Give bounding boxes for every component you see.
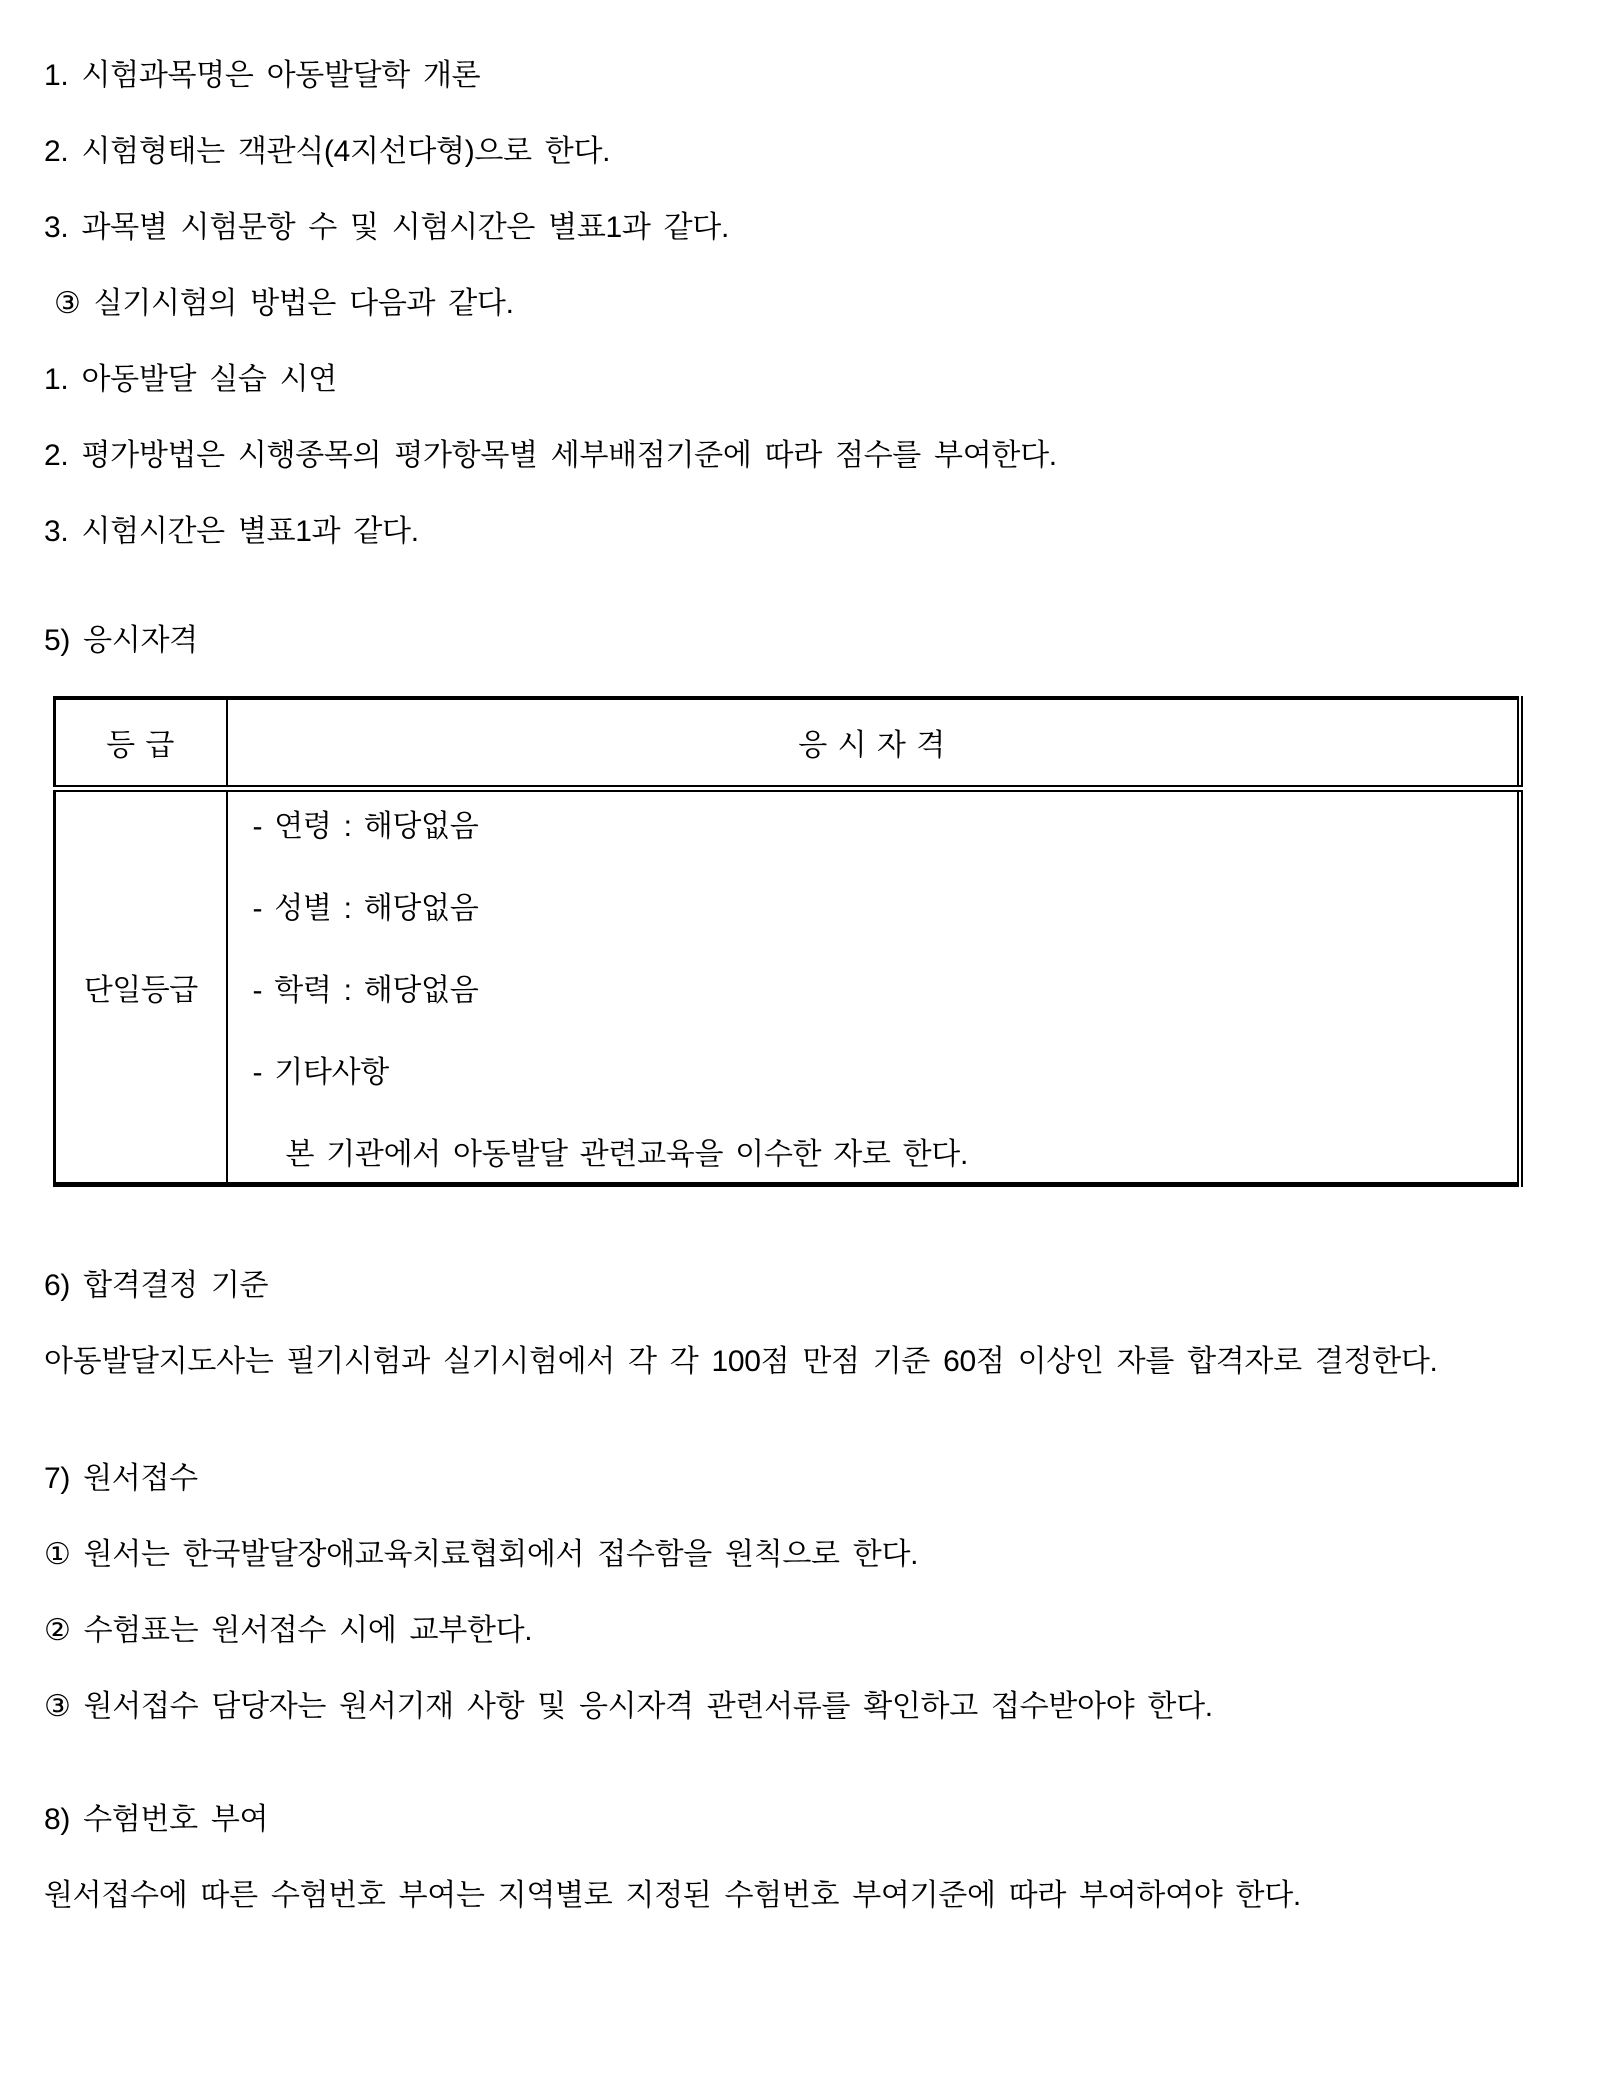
written-exam-item-1: 1. 시험과목명은 아동발달학 개론	[44, 59, 481, 92]
qualification-cell	[227, 788, 1521, 1184]
criteria-etc: - 기타사항	[252, 1055, 389, 1089]
criteria-note: 본 기관에서 아동발달 관련교육을 이수한 자로 한다.	[285, 1137, 969, 1171]
exam-number-heading: 8) 수험번호 부여	[44, 1802, 269, 1836]
criteria-gender: - 성별 : 해당없음	[252, 891, 479, 925]
practical-exam-item-2: 2. 평가방법은 시행종목의 평가항목별 세부배점기준에 따라 점수를 부여한다.	[44, 439, 1057, 472]
eligibility-table-body-row	[55, 788, 1521, 1184]
eligibility-heading: 5) 응시자격	[44, 624, 198, 657]
eligibility-table	[53, 696, 1523, 1187]
exam-number-body: 원서접수에 따른 수험번호 부여는 지역별로 지정된 수험번호 부여기준에 따라 부여하여야 한다.	[44, 1878, 1301, 1912]
application-item-3: ③ 원서접수 담당자는 원서기재 사항 및 응시자격 관련서류를 확인하고 접수받아야 한다.	[44, 1689, 1213, 1723]
table-header-grade: 등 급	[55, 698, 227, 788]
pass-criteria-heading: 6) 합격결정 기준	[44, 1268, 269, 1302]
eligibility-table-header-row	[55, 698, 1521, 788]
criteria-education: - 학력 : 해당없음	[252, 973, 479, 1007]
pass-criteria-body: 아동발달지도사는 필기시험과 실기시험에서 각 각 100점 만점 기준 60점 이상인 자를 합격자로 결정한다.	[44, 1344, 1438, 1378]
written-exam-item-3: 3. 과목별 시험문항 수 및 시험시간은 별표1과 같다.	[44, 211, 730, 244]
practical-exam-heading: ③ 실기시험의 방법은 다음과 같다.	[54, 287, 514, 320]
practical-exam-item-1: 1. 아동발달 실습 시연	[44, 363, 337, 396]
application-item-1: ① 원서는 한국발달장애교육치료협회에서 접수함을 원칙으로 한다.	[44, 1537, 919, 1571]
grade-cell: 단일등급	[55, 788, 227, 1184]
criteria-age: - 연령 : 해당없음	[252, 809, 479, 843]
practical-exam-item-3: 3. 시험시간은 별표1과 같다.	[44, 515, 419, 548]
table-header-qualification: 응 시 자 격	[227, 698, 1521, 788]
written-exam-item-2: 2. 시험형태는 객관식(4지선다형)으로 한다.	[44, 135, 611, 168]
application-heading: 7) 원서접수	[44, 1461, 198, 1495]
application-item-2: ② 수험표는 원서접수 시에 교부한다.	[44, 1613, 533, 1647]
